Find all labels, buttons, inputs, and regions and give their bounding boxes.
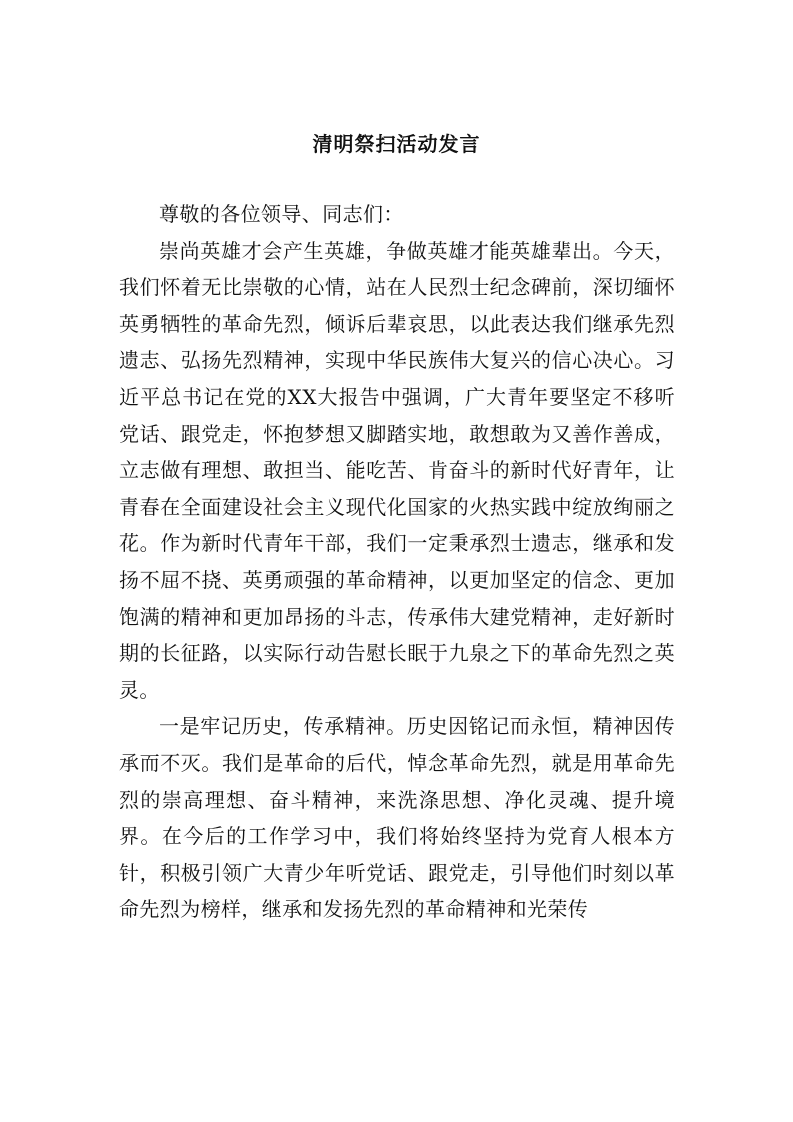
document-title: 清明祭扫活动发言 [312, 132, 481, 156]
salutation: 尊敬的各位领导、同志们： [159, 202, 404, 226]
document-body [119, 196, 675, 928]
paragraph: 一是牢记历史，传承精神。历史因铭记而永恒，精神因传承而不灭。我们是革命的后代，悼念革命先烈，就是用革命先烈的崇高理想、奋斗精神，来洗涤思想、净化灵魂、提升境界。在今后的工作学习中，我们将始终坚持为党育人根本方针，积极引领广大青少年听党话、跟党走，引导他们时刻以革命先烈为榜样，继承和发扬先烈的革命精神和光荣传 [119, 714, 675, 922]
paragraph: 崇尚英雄才会产生英雄，争做英雄才能英雄辈出。今天，我们怀着无比崇敬的心情，站在人民烈士纪念碑前，深切缅怀英勇牺牲的革命先烈，倾诉后辈哀思，以此表达我们继承先烈遗志、弘扬先烈精神，实现中华民族伟大复兴的信心决心。习近平总书记在党的XX大报告中强调，广大青年要坚定不移听党话、跟党走，怀抱梦想又脚踏实地，敢想敢为又善作善成，立志做有理想、敢担当、能吃苦、肯奋斗的新时代好青年，让青春在全面建设社会主义现代化国家的火热实践中绽放绚丽之花。作为新时代青年干部，我们一定秉承烈士遗志，继承和发扬不屈不挠、英勇顽强的革命精神，以更加坚定的信念、更加饱满的精神和更加昂扬的斗志，传承伟大建党精神，走好新时期的长征路，以实际行动告慰长眠于九泉之下的革命先烈之英灵。 [119, 238, 675, 702]
